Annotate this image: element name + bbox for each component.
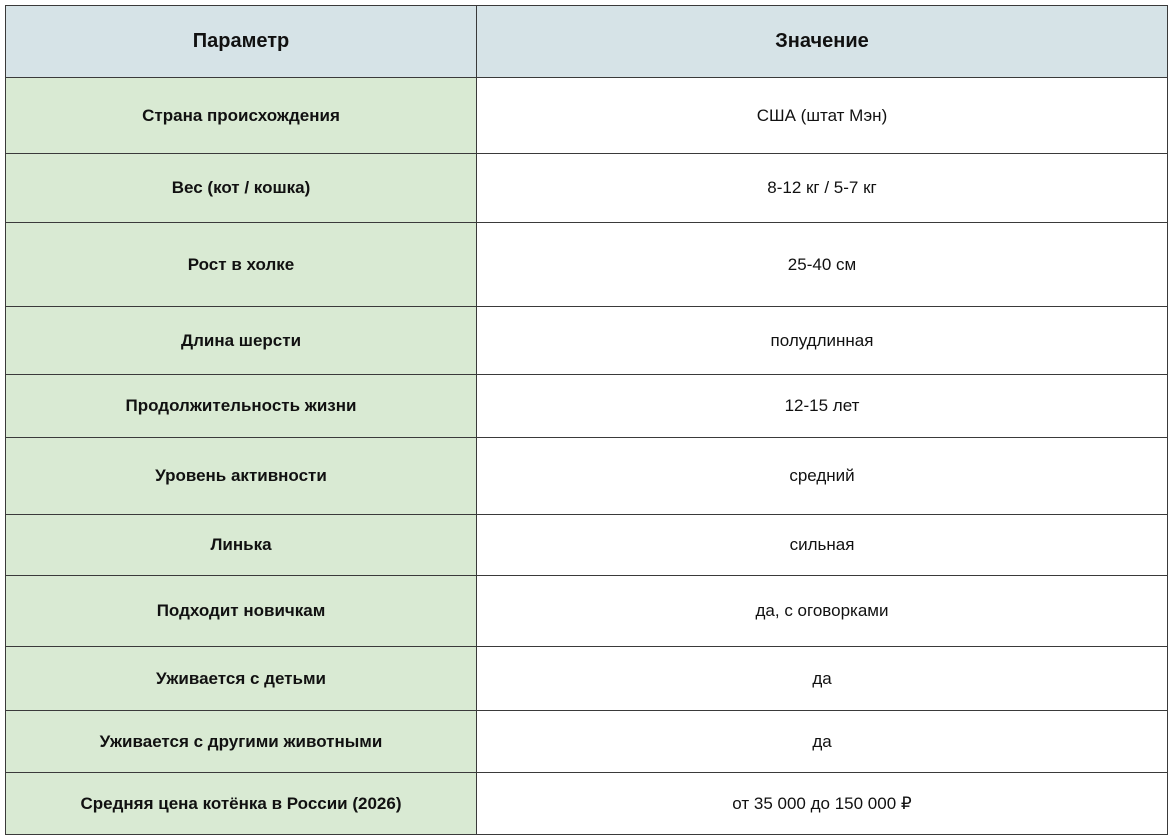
table-row — [6, 773, 1168, 835]
value-weight: 8-12 кг / 5-7 кг — [477, 154, 1168, 223]
table-row — [6, 307, 1168, 375]
table-row — [6, 438, 1168, 515]
value-beginner-friendly: да, с оговорками — [477, 576, 1168, 647]
param-lifespan: Продолжительность жизни — [6, 375, 477, 438]
param-origin-country: Страна происхождения — [6, 78, 477, 154]
param-kitten-price: Средняя цена котёнка в России (2026) — [6, 773, 477, 835]
table-row — [6, 515, 1168, 576]
value-origin-country: США (штат Мэн) — [477, 78, 1168, 154]
table-row — [6, 647, 1168, 711]
header-parameter: Параметр — [6, 6, 477, 78]
table-row — [6, 711, 1168, 773]
param-shedding: Линька — [6, 515, 477, 576]
value-height: 25-40 см — [477, 223, 1168, 307]
table-row — [6, 154, 1168, 223]
param-activity-level: Уровень активности — [6, 438, 477, 515]
value-lifespan: 12-15 лет — [477, 375, 1168, 438]
param-good-with-children: Уживается с детьми — [6, 647, 477, 711]
breed-parameters-table — [5, 5, 1168, 835]
value-shedding: сильная — [477, 515, 1168, 576]
value-good-with-children: да — [477, 647, 1168, 711]
param-weight: Вес (кот / кошка) — [6, 154, 477, 223]
value-activity-level: средний — [477, 438, 1168, 515]
param-coat-length: Длина шерсти — [6, 307, 477, 375]
header-value: Значение — [477, 6, 1168, 78]
table-row — [6, 576, 1168, 647]
param-height: Рост в холке — [6, 223, 477, 307]
param-beginner-friendly: Подходит новичкам — [6, 576, 477, 647]
value-good-with-pets: да — [477, 711, 1168, 773]
param-good-with-pets: Уживается с другими животными — [6, 711, 477, 773]
table-row — [6, 375, 1168, 438]
table-row — [6, 78, 1168, 154]
value-coat-length: полудлинная — [477, 307, 1168, 375]
value-kitten-price: от 35 000 до 150 000 ₽ — [477, 773, 1168, 835]
table-row — [6, 223, 1168, 307]
table-header-row — [6, 6, 1168, 78]
